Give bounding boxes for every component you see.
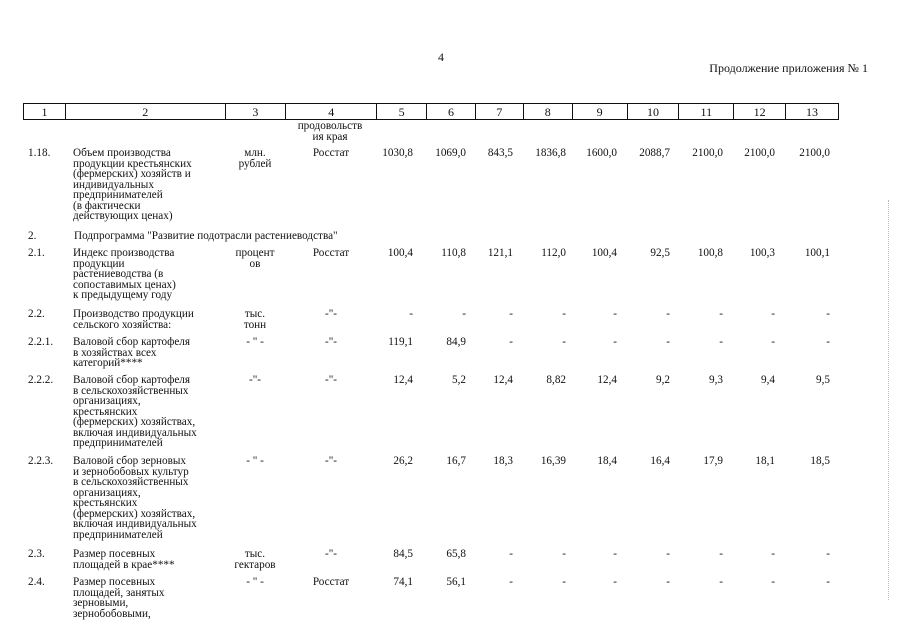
value-cell: 2088,7: [639, 147, 670, 159]
value-cell: -: [826, 336, 830, 348]
value-cell: -: [613, 548, 617, 560]
header-cell: 10: [628, 104, 680, 119]
indicator-name: Валовой сбор картофеля в хозяйствах всех категорий****: [73, 336, 191, 369]
carry-over-text: продовольств ия края: [297, 120, 363, 143]
unit-cell: - " -: [246, 455, 264, 467]
value-cell: 100,8: [697, 247, 723, 259]
unit-cell: -"-: [248, 374, 262, 386]
unit-cell: млн. рублей: [238, 147, 272, 170]
value-cell: 12,4: [393, 374, 413, 386]
value-cell: -: [613, 308, 617, 320]
header-cell: 11: [679, 104, 734, 119]
header-cell: 3: [226, 104, 287, 119]
value-cell: -: [826, 308, 830, 320]
value-cell: 18,3: [493, 455, 513, 467]
value-cell: -: [613, 576, 617, 588]
source-cell: -"-: [324, 374, 338, 386]
value-cell: 2100,0: [744, 147, 775, 159]
indicator-name: Производство продукции сельского хозяйства:: [73, 308, 194, 331]
value-cell: -: [719, 548, 723, 560]
value-cell: 9,2: [656, 374, 670, 386]
row-number: 2.2.2.: [28, 374, 54, 386]
value-cell: 9,4: [761, 374, 775, 386]
value-cell: 12,4: [597, 374, 617, 386]
indicator-name: Валовой сбор картофеля в сельскохозяйственных организациях, крестьянских (фермерских) хозяйствах, включая индивидуальных предпринимателей: [73, 374, 197, 449]
row-number: 1.18.: [28, 147, 51, 159]
value-cell: 843,5: [487, 147, 513, 159]
indicator-name: Объем производства продукции крестьянских (фермерских) хозяйств и индивидуальных предпринимателей (в фактически действующих ценах): [73, 147, 192, 222]
page-number: 4: [438, 50, 444, 64]
value-cell: 110,8: [441, 247, 466, 259]
value-cell: 2100,0: [692, 147, 723, 159]
header-cell: 5: [377, 104, 427, 119]
value-cell: -: [613, 336, 617, 348]
value-cell: -: [666, 308, 670, 320]
value-cell: 65,8: [446, 548, 466, 560]
value-cell: 84,5: [393, 548, 413, 560]
row-number: 2.2.1.: [28, 336, 54, 348]
unit-cell: тыс. тонн: [243, 308, 267, 331]
value-cell: -: [509, 548, 513, 560]
value-cell: 18,4: [597, 455, 617, 467]
value-cell: 100,1: [804, 247, 830, 259]
value-cell: 1836,8: [535, 147, 566, 159]
value-cell: -: [509, 336, 513, 348]
value-cell: -: [509, 576, 513, 588]
indicator-name: Размер посевных площадей, занятых зерновыми, зернобобовыми,: [73, 576, 165, 620]
continuation-note: Продолжение приложения № 1: [709, 61, 868, 75]
value-cell: 121,1: [487, 247, 513, 259]
value-cell: 16,39: [540, 455, 566, 467]
value-cell: -: [826, 576, 830, 588]
value-cell: -: [666, 548, 670, 560]
value-cell: 100,3: [749, 247, 775, 259]
value-cell: 119,1: [388, 336, 413, 348]
source-cell: Росстат: [312, 147, 350, 159]
source-cell: -"-: [324, 336, 338, 348]
header-cell: 2: [66, 104, 226, 119]
source-cell: -"-: [324, 308, 338, 320]
value-cell: -: [771, 576, 775, 588]
unit-cell: - " -: [246, 336, 264, 348]
value-cell: 112,0: [541, 247, 566, 259]
value-cell: -: [771, 548, 775, 560]
row-number: 2.1.: [28, 247, 45, 259]
value-cell: -: [826, 548, 830, 560]
value-cell: 9,5: [816, 374, 830, 386]
unit-cell: процент ов: [235, 247, 275, 270]
source-cell: Росстат: [312, 576, 350, 588]
value-cell: -: [771, 308, 775, 320]
header-cell: 12: [734, 104, 786, 119]
value-cell: -: [562, 548, 566, 560]
value-cell: -: [562, 576, 566, 588]
row-number: 2.4.: [28, 576, 45, 588]
value-cell: -: [409, 308, 413, 320]
value-cell: 16,4: [650, 455, 670, 467]
value-cell: 100,4: [591, 247, 617, 259]
source-cell: Росстат: [312, 247, 350, 259]
value-cell: -: [666, 336, 670, 348]
header-cell: 8: [524, 104, 573, 119]
unit-cell: тыс. гектаров: [234, 548, 276, 571]
table-header: [23, 103, 839, 120]
indicator-name: Индекс производства продукции растениеводства (в сопоставимых ценах) к предыдущему году: [73, 247, 176, 301]
value-cell: 2100,0: [799, 147, 830, 159]
value-cell: 26,2: [393, 455, 413, 467]
value-cell: 1600,0: [586, 147, 617, 159]
value-cell: -: [719, 308, 723, 320]
value-cell: 100,4: [387, 247, 413, 259]
value-cell: 18,5: [810, 455, 830, 467]
margin-dots: [888, 200, 890, 600]
value-cell: 92,5: [650, 247, 670, 259]
value-cell: 5,2: [452, 374, 466, 386]
value-cell: -: [562, 336, 566, 348]
value-cell: -: [462, 308, 466, 320]
unit-cell: - " -: [246, 576, 264, 588]
value-cell: 56,1: [446, 576, 466, 588]
value-cell: -: [719, 576, 723, 588]
value-cell: -: [562, 308, 566, 320]
section-title: Подпрограмма "Развитие подотрасли растениеводства": [74, 230, 338, 242]
header-cell: 6: [427, 104, 476, 119]
value-cell: -: [771, 336, 775, 348]
value-cell: -: [509, 308, 513, 320]
header-cell: 9: [573, 104, 628, 119]
row-number: 2.3.: [28, 548, 45, 560]
header-cell: 7: [476, 104, 524, 119]
source-cell: -"-: [324, 455, 338, 467]
header-cell: 1: [24, 104, 66, 119]
indicator-name: Размер посевных площадей в крае****: [73, 548, 175, 571]
indicator-name: Валовой сбор зерновых и зернобобовых культур в сельскохозяйственных организациях, крестьянских (фермерских) хозяйствах, включая индивидуальных предпринимателей: [73, 455, 197, 541]
value-cell: 1069,0: [435, 147, 466, 159]
value-cell: 9,3: [709, 374, 723, 386]
value-cell: 17,9: [703, 455, 723, 467]
value-cell: 1030,8: [382, 147, 413, 159]
row-number: 2.2.3.: [28, 455, 54, 467]
value-cell: 18,1: [755, 455, 775, 467]
source-cell: -"-: [324, 548, 338, 560]
value-cell: 12,4: [493, 374, 513, 386]
row-number: 2.2.: [28, 308, 45, 320]
value-cell: 74,1: [393, 576, 413, 588]
header-cell: 13: [806, 105, 819, 119]
value-cell: 84,9: [446, 336, 466, 348]
header-cell: 4: [286, 104, 377, 119]
value-cell: -: [719, 336, 723, 348]
row-number: 2.: [28, 230, 37, 242]
value-cell: 8,82: [546, 374, 566, 386]
value-cell: 16,7: [446, 455, 466, 467]
value-cell: -: [666, 576, 670, 588]
